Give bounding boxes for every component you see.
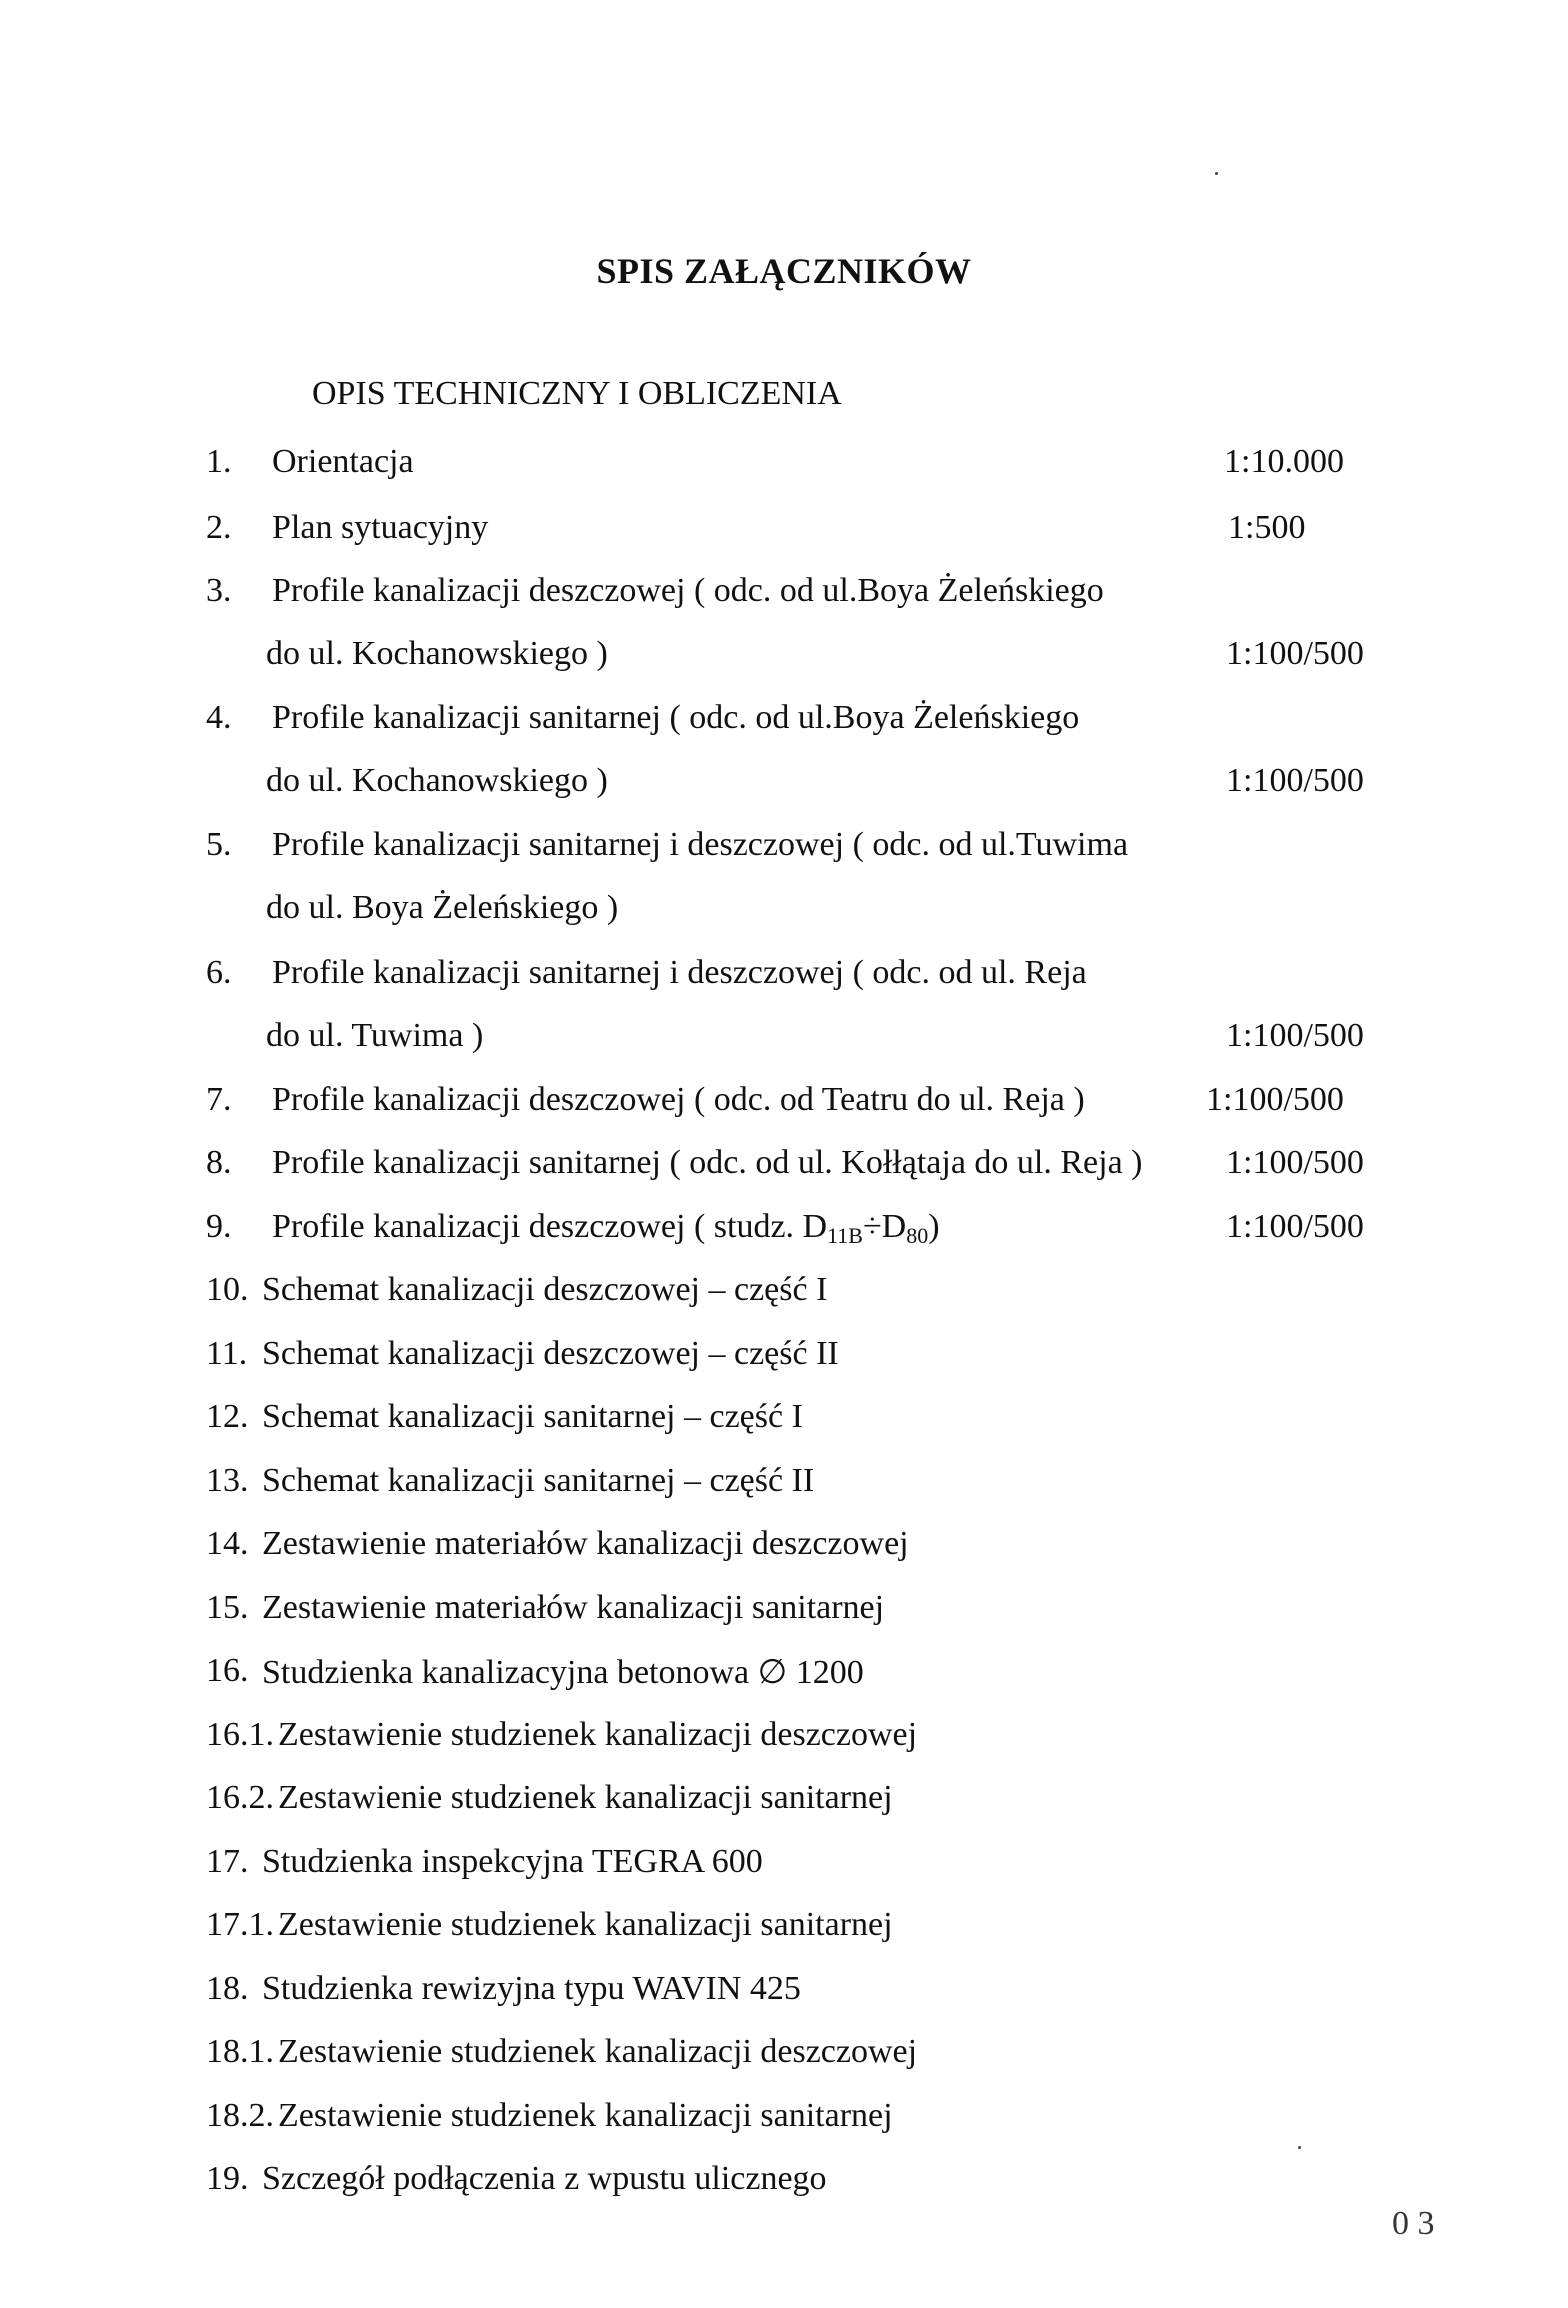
item-number: 17.1.	[206, 1906, 274, 1943]
item-text: Zestawienie studzienek kanalizacji deszczowej	[278, 1716, 918, 1753]
item-scale: 1:100/500	[1226, 635, 1364, 672]
item-text-part: ÷D	[862, 1208, 907, 1245]
item-number: 15.	[206, 1589, 249, 1626]
item-text: Zestawienie studzienek kanalizacji deszczowej	[278, 2033, 918, 2070]
item-text: Profile kanalizacji deszczowej ( odc. od Teatru do ul. Reja )	[272, 1081, 1085, 1118]
item-number: 18.1.	[206, 2033, 274, 2070]
page-title: SPIS ZAŁĄCZNIKÓW	[596, 251, 972, 291]
item-text	[272, 1208, 940, 1249]
section-heading: OPIS TECHNICZNY I OBLICZENIA	[312, 375, 842, 412]
item-number: 17.	[206, 1843, 249, 1880]
item-scale: 1:100/500	[1226, 1208, 1364, 1245]
item-number: 16.2.	[206, 1779, 274, 1816]
item-number: 1.	[206, 443, 232, 480]
item-text: Studzienka rewizyjna typu WAVIN 425	[262, 1970, 801, 2007]
item-scale: 1:10.000	[1224, 443, 1344, 480]
page-number: 0 3	[1392, 2205, 1435, 2242]
item-number: 5.	[206, 826, 232, 863]
item-text: Zestawienie studzienek kanalizacji sanitarnej	[278, 2097, 893, 2134]
subscript: 80	[906, 1223, 929, 1248]
item-text: Schemat kanalizacji deszczowej – część II	[262, 1335, 839, 1372]
item-number: 12.	[206, 1398, 249, 1435]
item-text: Zestawienie materiałów kanalizacji sanitarnej	[262, 1589, 885, 1626]
item-number: 13.	[206, 1462, 249, 1499]
item-scale: 1:100/500	[1226, 1144, 1364, 1181]
item-number: 16.1.	[206, 1716, 274, 1753]
item-text: Profile kanalizacji deszczowej ( odc. od ul.Boya Żeleńskiego	[272, 572, 1104, 609]
item-number: 8.	[206, 1144, 232, 1181]
item-number: 9.	[206, 1208, 232, 1245]
item-number: 16.	[206, 1652, 249, 1689]
scan-speck	[1298, 2146, 1301, 2149]
item-number: 7.	[206, 1081, 232, 1118]
item-text: Plan sytuacyjny	[272, 509, 489, 546]
item-number: 14.	[206, 1525, 249, 1562]
item-text: Zestawienie materiałów kanalizacji deszczowej	[262, 1525, 909, 1562]
item-scale: 1:100/500	[1226, 762, 1364, 799]
item-number: 18.	[206, 1970, 249, 2007]
item-text: do ul. Kochanowskiego )	[266, 762, 608, 799]
item-text: Zestawienie studzienek kanalizacji sanitarnej	[278, 1906, 893, 1943]
subscript: 11B	[827, 1223, 863, 1248]
item-text: Schemat kanalizacji deszczowej – część I	[262, 1271, 828, 1308]
item-number: 18.2.	[206, 2097, 274, 2134]
item-number: 4.	[206, 699, 232, 736]
item-text: Profile kanalizacji sanitarnej i deszczowej ( odc. od ul.Tuwima	[272, 826, 1129, 863]
item-text: Profile kanalizacji sanitarnej i deszczowej ( odc. od ul. Reja	[272, 954, 1087, 991]
item-number: 10.	[206, 1271, 249, 1308]
item-number: 6.	[206, 954, 232, 991]
item-text: Schemat kanalizacji sanitarnej – część II	[262, 1462, 815, 1499]
item-text: Schemat kanalizacji sanitarnej – część I	[262, 1398, 803, 1435]
item-scale: 1:500	[1228, 509, 1306, 546]
item-text: Szczegół podłączenia z wpustu ulicznego	[262, 2160, 827, 2197]
item-text: Studzienka inspekcyjna TEGRA 600	[262, 1843, 763, 1880]
item-scale: 1:100/500	[1206, 1081, 1344, 1118]
item-text: do ul. Kochanowskiego )	[266, 635, 608, 672]
item-text-part: Profile kanalizacji deszczowej ( studz. D	[272, 1208, 828, 1245]
item-number: 2.	[206, 509, 232, 546]
item-text: do ul. Boya Żeleńskiego )	[266, 889, 619, 926]
item-number: 11.	[206, 1335, 248, 1372]
item-text: Profile kanalizacji sanitarnej ( odc. od ul. Kołłątaja do ul. Reja )	[272, 1144, 1143, 1181]
item-scale: 1:100/500	[1226, 1017, 1364, 1054]
item-number: 3.	[206, 572, 232, 609]
scan-speck	[1215, 172, 1218, 175]
item-text: Zestawienie studzienek kanalizacji sanitarnej	[278, 1779, 893, 1816]
item-text: do ul. Tuwima )	[266, 1017, 484, 1054]
item-number: 19.	[206, 2160, 249, 2197]
item-text: Studzienka kanalizacyjna betonowa ∅ 1200	[262, 1654, 864, 1691]
item-text-part: )	[928, 1208, 940, 1245]
item-text: Orientacja	[272, 443, 414, 480]
item-text: Profile kanalizacji sanitarnej ( odc. od ul.Boya Żeleńskiego	[272, 699, 1080, 736]
